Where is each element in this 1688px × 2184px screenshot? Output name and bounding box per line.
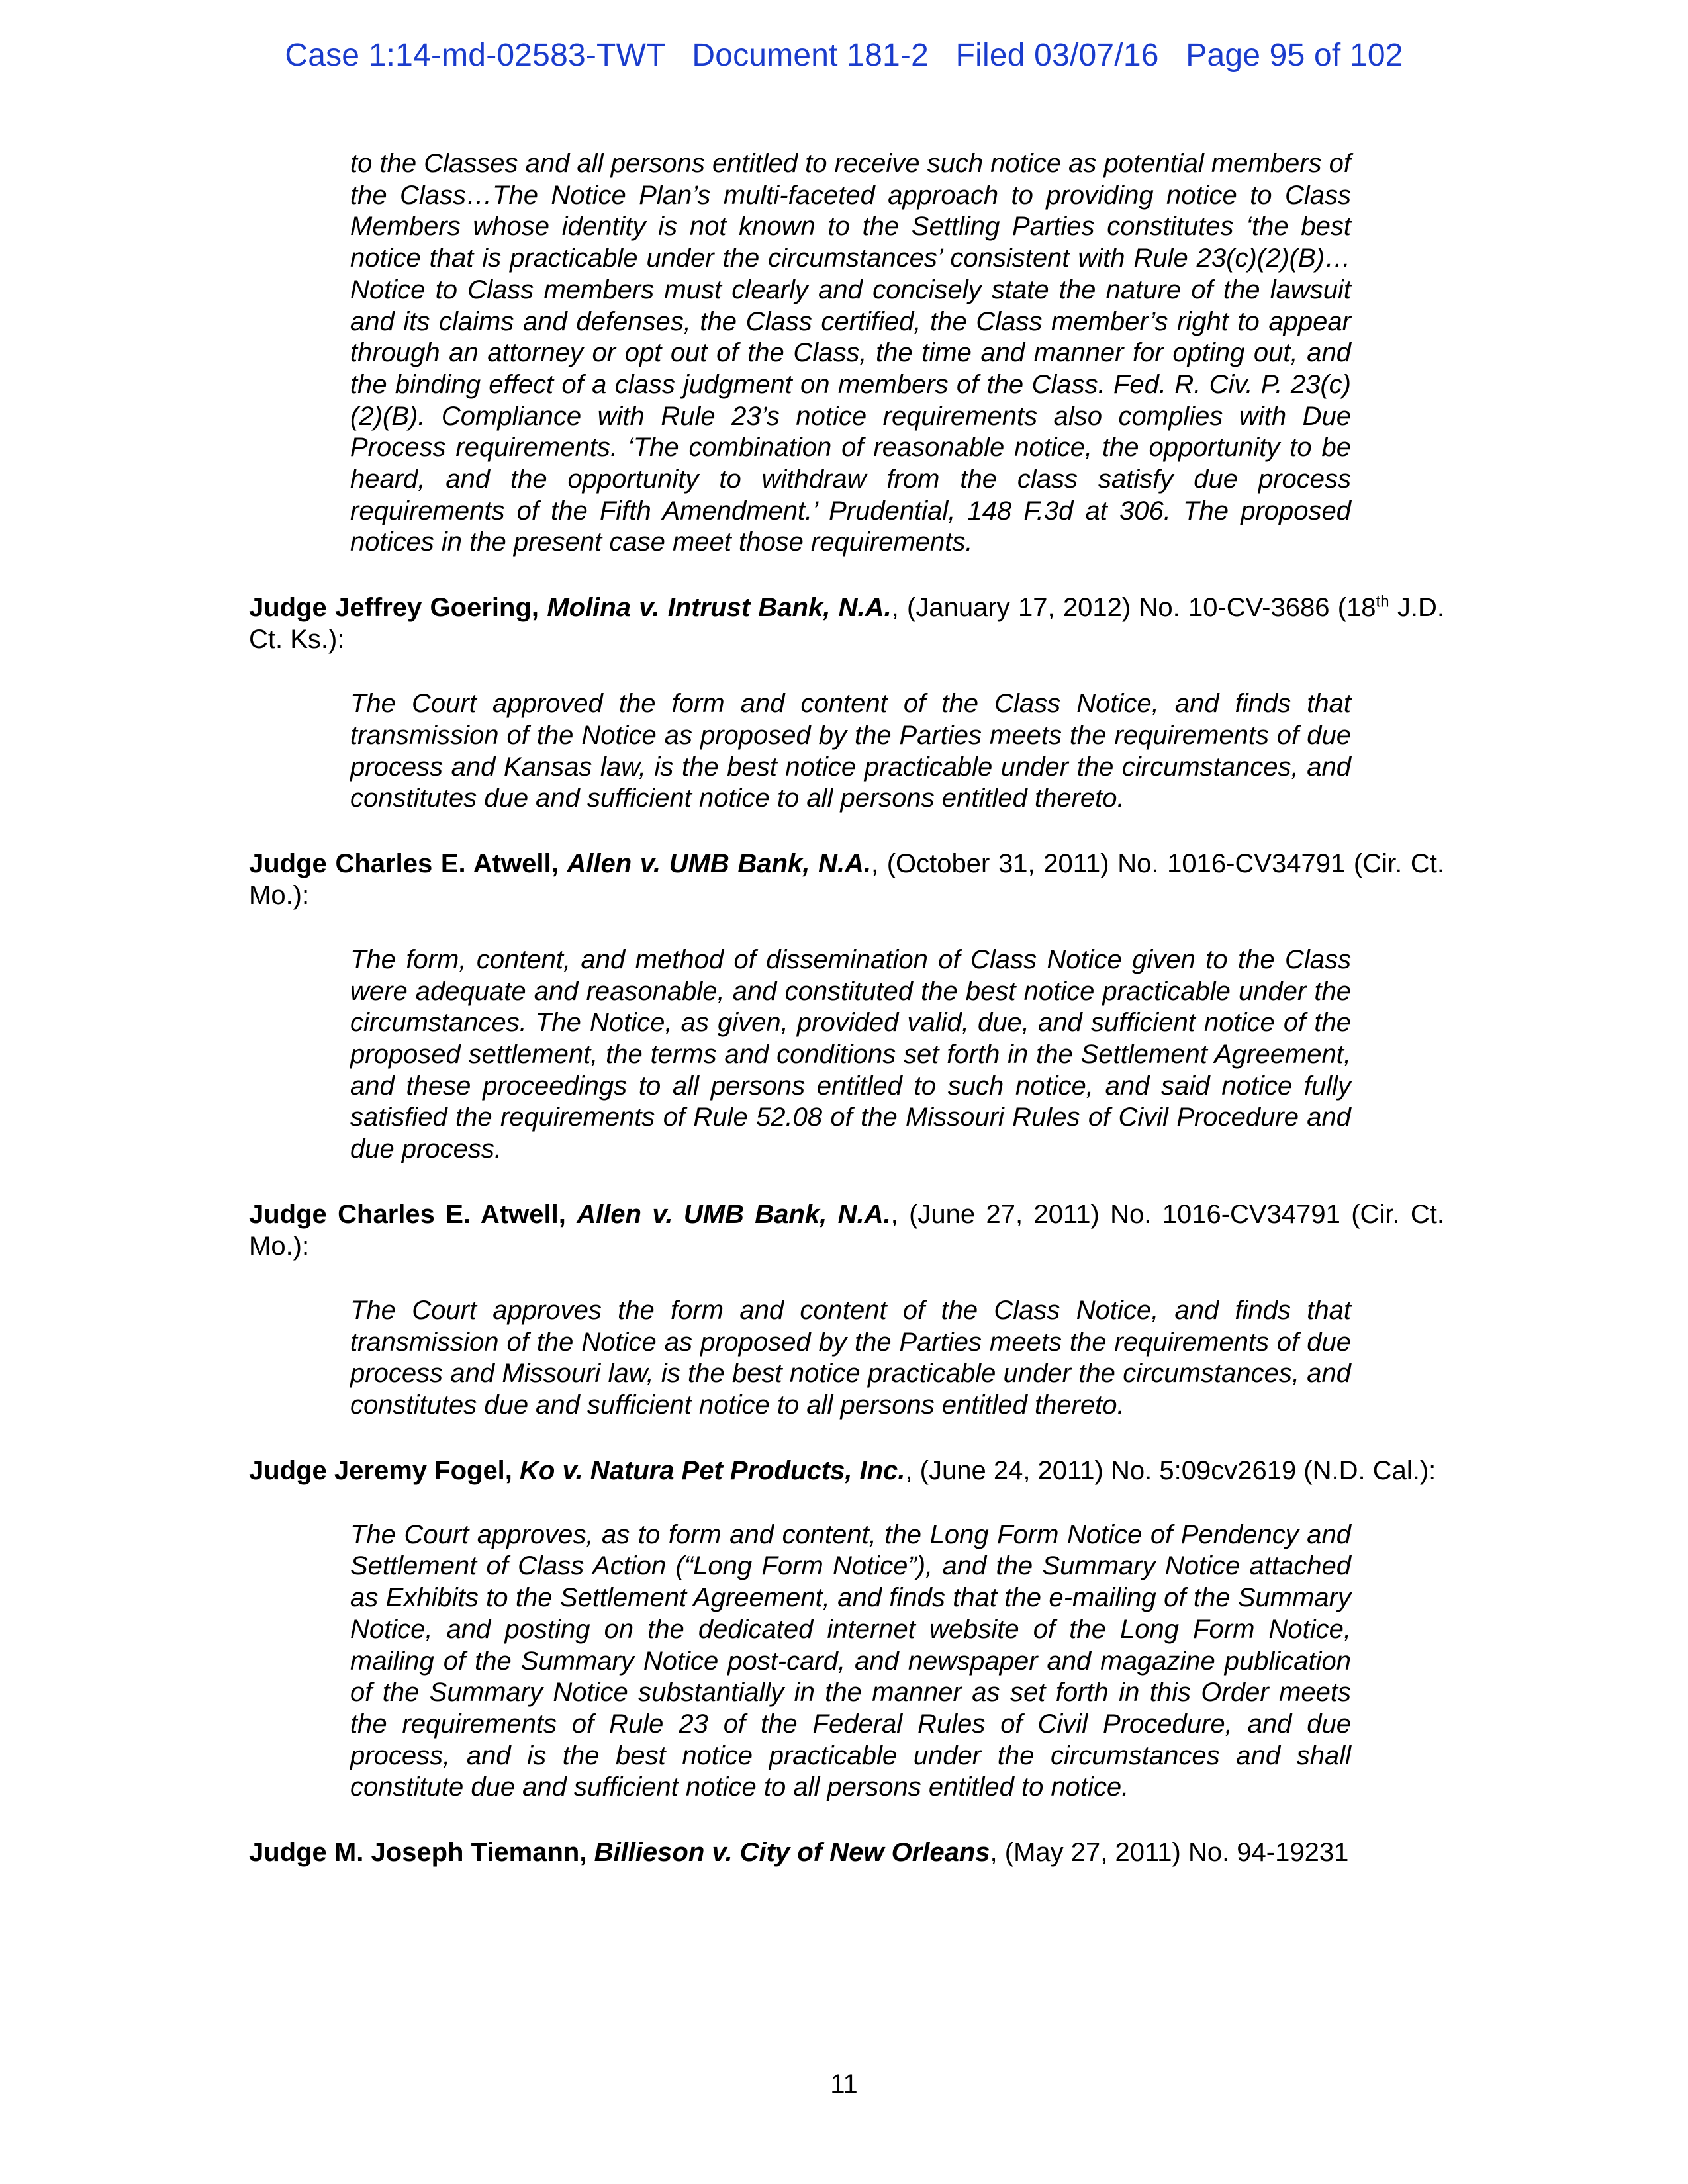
judge-name: Judge Charles E. Atwell, [249,848,559,878]
case-citation [249,592,1444,655]
case-citation [249,1837,1444,1868]
judge-name: Judge Charles E. Atwell, [249,1199,566,1229]
case-details: , (October 31, 2011) No. 1016-CV34791 (Cir. Ct. Mo.): [249,848,1444,910]
case-details: , (June 24, 2011) No. 5:09cv2619 (N.D. Cal.): [905,1455,1436,1485]
judge-name: Judge M. Joseph Tiemann, [249,1838,587,1868]
case-citation [249,1455,1444,1486]
case-header-stamp: Case 1:14-md-02583-TWT Document 181-2 Filed 03/07/16 Page 95 of 102 [285,38,1403,73]
judge-name: Judge Jeremy Fogel, [249,1455,512,1485]
ordinal-suffix: th [1376,592,1389,611]
case-details: , (January 17, 2012) No. 10-CV-3686 (18 [891,593,1376,623]
case-name: Molina v. Intrust Bank, N.A. [547,593,892,623]
block-quote: The form, content, and method of dissemination of Class Notice given to the Class were adequate and reasonable, and constituted the best notice practicable under the circumstances. The Notice, as given, provided valid, due, and sufficient notice of the proposed settlement, the terms and conditions set forth in the Settlement Agreement, and these proceedings to all persons entitled to such notice, and said notice fully satisfied the requirements of Rule 52.08 of the Missouri Rules of Civil Procedure and due process. [350,944,1351,1164]
judge-name: Judge Jeffrey Goering, [249,593,539,623]
block-quote: The Court approves, as to form and content, the Long Form Notice of Pendency and Settlement of Class Action (“Long Form Notice”), and the Summary Notice attached as Exhibits to the Settlement Agreement, and finds that the e-mailing of the Summary Notice, and posting on the dedicated internet website of the Long Form Notice, mailing of the Summary Notice post-card, and newspaper and magazine publication of the Summary Notice substantially in the manner as set forth in this Order meets the requirements of Rule 23 of the Federal Rules of Civil Procedure, and due process, and is the best notice practicable under the circumstances and shall constitute due and sufficient notice to all persons entitled to notice. [350,1520,1351,1802]
case-details-continued: J.D. Ct. Ks.): [249,593,1444,655]
case-details: , (June 27, 2011) No. 1016-CV34791 (Cir. Ct. Mo.): [249,1199,1444,1261]
case-citation [249,848,1444,911]
case-name: Allen v. UMB Bank, N.A. [577,1199,891,1229]
case-citation [249,1199,1444,1262]
case-name: Allen v. UMB Bank, N.A. [567,848,871,878]
case-details: , (May 27, 2011) No. 94-19231 [990,1838,1349,1868]
page-number: 11 [830,2070,858,2099]
block-quote: The Court approved the form and content of the Class Notice, and finds that transmission of the Notice as proposed by the Parties meets the requirements of due process and Kansas law, is the best notice practicable under the circumstances, and constitutes due and sufficient notice to all persons entitled thereto. [350,689,1351,813]
case-name: Ko v. Natura Pet Products, Inc. [520,1455,906,1485]
case-name: Billieson v. City of New Orleans [594,1838,990,1868]
block-quote: to the Classes and all persons entitled to receive such notice as potential members of the Class…The Notice Plan’s multi-faceted approach to providing notice to Class Members whose identity is not known to the Settling Parties constitutes ‘the best notice that is practicable under the circumstances’ consistent with Rule 23(c)(2)(B)…Notice to Class members must clearly and concisely state the nature of the lawsuit and its claims and defenses, the Class certified, the Class member’s right to appear through an attorney or opt out of the Class, the time and manner for opting out, and the binding effect of a class judgment on members of the Class. Fed. R. Civ. P. 23(c)(2)(B). Compliance with Rule 23’s notice requirements also complies with Due Process requirements. ‘The combination of reasonable notice, the opportunity to be heard, and the opportunity to withdraw from the class satisfy due process requirements of the Fifth Amendment.’ Prudential, 148 F.3d at 306. The proposed notices in the present case meet those requirements. [350,149,1351,557]
block-quote: The Court approves the form and content of the Class Notice, and finds that transmission of the Notice as proposed by the Parties meets the requirements of due process and Missouri law, is the best notice practicable under the circumstances, and constitutes due and sufficient notice to all persons entitled thereto. [350,1295,1351,1420]
document-body [249,146,1444,1868]
